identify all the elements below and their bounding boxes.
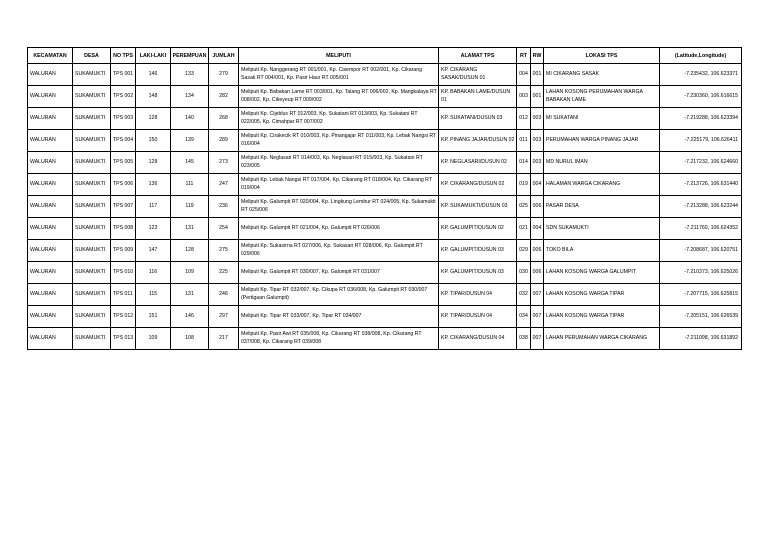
perempuan-cell: 128 bbox=[171, 240, 209, 262]
rw-cell: 006 bbox=[531, 240, 544, 262]
meliputi-cell: Meliputi Kp. Cirakecik RT 010/003, Kp. Pinangajar RT 011/003, Kp. Lebak Nangsi RT 016/004 bbox=[239, 130, 439, 152]
alamat-tps-cell: KP. GALUMPIT/DUSUN 03 bbox=[439, 262, 517, 284]
kecamatan-cell: WALURAN bbox=[28, 108, 73, 130]
table-row bbox=[28, 108, 742, 130]
alamat-tps-cell: KP. CIKARANG/DUSUN 04 bbox=[439, 328, 517, 350]
table-row bbox=[28, 262, 742, 284]
perempuan-cell: 109 bbox=[171, 262, 209, 284]
rt-cell: 021 bbox=[517, 218, 531, 240]
rt-cell: 012 bbox=[517, 108, 531, 130]
laki-laki-cell: 128 bbox=[136, 108, 171, 130]
header-kecamatan: KECAMATAN bbox=[28, 48, 73, 64]
perempuan-cell: 108 bbox=[171, 328, 209, 350]
meliputi-cell: Meliputi Kp. Galumpit RT 030/007, Kp. Galumpit RT 031/007 bbox=[239, 262, 439, 284]
lat-long-cell: -7.208687, 106.620751 bbox=[660, 240, 742, 262]
meliputi-cell: Meliputi Kp. Nanggerang RT 001/001, Kp. Cisempor RT 002/001, Kp. Cikarang Sasak RT 004/001, Kp. Pasir Haur RT 005/001 bbox=[239, 64, 439, 86]
lokasi-tps-cell: TOKO BILA bbox=[544, 240, 660, 262]
lokasi-tps-cell: LAHAN KOSONG WARGA GALUMPIT bbox=[544, 262, 660, 284]
lat-long-cell: -7.213726, 106.631440 bbox=[660, 174, 742, 196]
desa-cell: SUKAMUKTI bbox=[73, 218, 111, 240]
kecamatan-cell: WALURAN bbox=[28, 196, 73, 218]
table-row bbox=[28, 86, 742, 108]
table-row bbox=[28, 174, 742, 196]
rt-cell: 004 bbox=[517, 64, 531, 86]
lat-long-cell: -7.230360, 106.616615 bbox=[660, 86, 742, 108]
laki-laki-cell: 151 bbox=[136, 306, 171, 328]
table-row bbox=[28, 240, 742, 262]
alamat-tps-cell: KP. TIPAR/DUSUN 04 bbox=[439, 284, 517, 306]
alamat-tps-cell: KP. GALUMPIT/DUSUN 02 bbox=[439, 218, 517, 240]
no-tps-cell: TPS 010 bbox=[111, 262, 136, 284]
rt-cell: 029 bbox=[517, 240, 531, 262]
header-perempuan: PEREMPUAN bbox=[171, 48, 209, 64]
perempuan-cell: 146 bbox=[171, 306, 209, 328]
rw-cell: 006 bbox=[531, 262, 544, 284]
perempuan-cell: 131 bbox=[171, 218, 209, 240]
kecamatan-cell: WALURAN bbox=[28, 130, 73, 152]
perempuan-cell: 140 bbox=[171, 108, 209, 130]
table-row bbox=[28, 328, 742, 350]
rt-cell: 034 bbox=[517, 306, 531, 328]
alamat-tps-cell: KP. NEGLASARI/DUSUN 02 bbox=[439, 152, 517, 174]
lokasi-tps-cell: LAHAN KOSONG WARGA TIPAR bbox=[544, 284, 660, 306]
header-rw: RW bbox=[531, 48, 544, 64]
header-no-tps: NO TPS bbox=[111, 48, 136, 64]
header-jumlah: JUMLAH bbox=[209, 48, 239, 64]
rw-cell: 007 bbox=[531, 306, 544, 328]
alamat-tps-cell: KP. SUKAMUKTI/DUSUN 03 bbox=[439, 196, 517, 218]
kecamatan-cell: WALURAN bbox=[28, 152, 73, 174]
desa-cell: SUKAMUKTI bbox=[73, 284, 111, 306]
rw-cell: 003 bbox=[531, 130, 544, 152]
laki-laki-cell: 150 bbox=[136, 130, 171, 152]
perempuan-cell: 131 bbox=[171, 284, 209, 306]
rt-cell: 019 bbox=[517, 174, 531, 196]
perempuan-cell: 133 bbox=[171, 64, 209, 86]
tps-table bbox=[27, 47, 742, 350]
laki-laki-cell: 146 bbox=[136, 64, 171, 86]
table-row bbox=[28, 130, 742, 152]
jumlah-cell: 279 bbox=[209, 64, 239, 86]
no-tps-cell: TPS 009 bbox=[111, 240, 136, 262]
no-tps-cell: TPS 006 bbox=[111, 174, 136, 196]
desa-cell: SUKAMUKTI bbox=[73, 174, 111, 196]
lat-long-cell: -7.211760, 106.624352 bbox=[660, 218, 742, 240]
desa-cell: SUKAMUKTI bbox=[73, 152, 111, 174]
table-body bbox=[28, 64, 742, 350]
no-tps-cell: TPS 001 bbox=[111, 64, 136, 86]
lat-long-cell: -7.211098, 106.631892 bbox=[660, 328, 742, 350]
table-row bbox=[28, 196, 742, 218]
kecamatan-cell: WALURAN bbox=[28, 174, 73, 196]
header-lokasi-tps: LOKASI TPS bbox=[544, 48, 660, 64]
meliputi-cell: Meliputi Kp. Tipar RT 033/007, Kp. Tipar RT 034/007 bbox=[239, 306, 439, 328]
lokasi-tps-cell: MI SUKATANI bbox=[544, 108, 660, 130]
header-alamat-tps: ALAMAT TPS bbox=[439, 48, 517, 64]
perempuan-cell: 139 bbox=[171, 130, 209, 152]
no-tps-cell: TPS 008 bbox=[111, 218, 136, 240]
no-tps-cell: TPS 011 bbox=[111, 284, 136, 306]
lokasi-tps-cell: SDN SUKAMUKTI bbox=[544, 218, 660, 240]
header-rt: RT bbox=[517, 48, 531, 64]
alamat-tps-cell: KP. BABAKAN LAME/DUSUN 01 bbox=[439, 86, 517, 108]
kecamatan-cell: WALURAN bbox=[28, 86, 73, 108]
rt-cell: 014 bbox=[517, 152, 531, 174]
no-tps-cell: TPS 002 bbox=[111, 86, 136, 108]
desa-cell: SUKAMUKTI bbox=[73, 64, 111, 86]
desa-cell: SUKAMUKTI bbox=[73, 306, 111, 328]
meliputi-cell: Meliputi Kp. Lebak Nangsi RT 017/004, Kp. Cikarang RT 018/004, Kp. Cikarang RT 019/004 bbox=[239, 174, 439, 196]
jumlah-cell: 217 bbox=[209, 328, 239, 350]
laki-laki-cell: 117 bbox=[136, 196, 171, 218]
desa-cell: SUKAMUKTI bbox=[73, 240, 111, 262]
perempuan-cell: 134 bbox=[171, 86, 209, 108]
table-row bbox=[28, 218, 742, 240]
header-desa: DESA bbox=[73, 48, 111, 64]
table-header-row bbox=[28, 48, 742, 64]
laki-laki-cell: 128 bbox=[136, 152, 171, 174]
meliputi-cell: Meliputi Kp. Tipar RT 032/007, Kp. Cikupa RT 036/008, Kp. Galumpit RT 030/007 (Pertigaan Galumpit) bbox=[239, 284, 439, 306]
jumlah-cell: 289 bbox=[209, 130, 239, 152]
lat-long-cell: -7.207715, 106.625815 bbox=[660, 284, 742, 306]
alamat-tps-cell: KP. PINANG JAJAR/DUSUN 02 bbox=[439, 130, 517, 152]
rw-cell: 001 bbox=[531, 64, 544, 86]
laki-laki-cell: 109 bbox=[136, 328, 171, 350]
jumlah-cell: 246 bbox=[209, 284, 239, 306]
meliputi-cell: Meliputi Kp. Galumpit RT 021/004, Kp. Galumpit RT 026/006 bbox=[239, 218, 439, 240]
desa-cell: SUKAMUKTI bbox=[73, 262, 111, 284]
jumlah-cell: 225 bbox=[209, 262, 239, 284]
desa-cell: SUKAMUKTI bbox=[73, 130, 111, 152]
desa-cell: SUKAMUKTI bbox=[73, 196, 111, 218]
kecamatan-cell: WALURAN bbox=[28, 262, 73, 284]
meliputi-cell: Meliputi Kp. Sukasirna RT 027/006, Kp. Sukasari RT 028/006, Kp. Galumpit RT 029/006 bbox=[239, 240, 439, 262]
laki-laki-cell: 123 bbox=[136, 218, 171, 240]
meliputi-cell: Meliputi Kp. Neglasari RT 014/003, Kp. Neglasari RT 015/003, Kp. Sukatani RT 023/005 bbox=[239, 152, 439, 174]
kecamatan-cell: WALURAN bbox=[28, 64, 73, 86]
rw-cell: 004 bbox=[531, 218, 544, 240]
perempuan-cell: 119 bbox=[171, 196, 209, 218]
lat-long-cell: -7.235432, 106.623371 bbox=[660, 64, 742, 86]
rw-cell: 004 bbox=[531, 174, 544, 196]
no-tps-cell: TPS 013 bbox=[111, 328, 136, 350]
rw-cell: 006 bbox=[531, 196, 544, 218]
lokasi-tps-cell: MI CIKARANG SASAK bbox=[544, 64, 660, 86]
lat-long-cell: -7.205151, 106.626539 bbox=[660, 306, 742, 328]
jumlah-cell: 236 bbox=[209, 196, 239, 218]
alamat-tps-cell: KP. CIKARANG/DUSUN 02 bbox=[439, 174, 517, 196]
rw-cell: 001 bbox=[531, 86, 544, 108]
perempuan-cell: 111 bbox=[171, 174, 209, 196]
lokasi-tps-cell: PERUMAHAN WARGA PINANG JAJAR bbox=[544, 130, 660, 152]
kecamatan-cell: WALURAN bbox=[28, 328, 73, 350]
rw-cell: 007 bbox=[531, 284, 544, 306]
header-meliputi: MELIPUTI bbox=[239, 48, 439, 64]
jumlah-cell: 254 bbox=[209, 218, 239, 240]
table-row bbox=[28, 284, 742, 306]
jumlah-cell: 275 bbox=[209, 240, 239, 262]
meliputi-cell: Meliputi Kp. Galumpit RT 020/004, Kp. Lingkung Lembur RT 024/005, Kp. Sukamukti RT 025/006 bbox=[239, 196, 439, 218]
jumlah-cell: 247 bbox=[209, 174, 239, 196]
laki-laki-cell: 115 bbox=[136, 284, 171, 306]
lokasi-tps-cell: LAHAN KOSONG WARGA TIPAR bbox=[544, 306, 660, 328]
rt-cell: 032 bbox=[517, 284, 531, 306]
rt-cell: 025 bbox=[517, 196, 531, 218]
kecamatan-cell: WALURAN bbox=[28, 240, 73, 262]
lat-long-cell: -7.225179, 106.626411 bbox=[660, 130, 742, 152]
lat-long-cell: -7.219288, 106.623394 bbox=[660, 108, 742, 130]
laki-laki-cell: 116 bbox=[136, 262, 171, 284]
jumlah-cell: 282 bbox=[209, 86, 239, 108]
lat-long-cell: -7.210373, 106.625026 bbox=[660, 262, 742, 284]
jumlah-cell: 273 bbox=[209, 152, 239, 174]
jumlah-cell: 297 bbox=[209, 306, 239, 328]
kecamatan-cell: WALURAN bbox=[28, 306, 73, 328]
table-row bbox=[28, 306, 742, 328]
no-tps-cell: TPS 007 bbox=[111, 196, 136, 218]
no-tps-cell: TPS 003 bbox=[111, 108, 136, 130]
lokasi-tps-cell: LAHAN KOSONG PERUMAHAN WARGA BABAKAN LAME bbox=[544, 86, 660, 108]
meliputi-cell: Meliputi Kp. Pasir Awi RT 035/008, Kp. Cikarang RT 038/008, Kp. Cikarang RT 037/008, Kp. Cikarang RT 039/008 bbox=[239, 328, 439, 350]
lat-long-cell: -7.213288, 106.623244 bbox=[660, 196, 742, 218]
jumlah-cell: 268 bbox=[209, 108, 239, 130]
lokasi-tps-cell: MD NURUL IMAN bbox=[544, 152, 660, 174]
perempuan-cell: 145 bbox=[171, 152, 209, 174]
lokasi-tps-cell: PASAR DESA bbox=[544, 196, 660, 218]
laki-laki-cell: 148 bbox=[136, 86, 171, 108]
rt-cell: 038 bbox=[517, 328, 531, 350]
rt-cell: 003 bbox=[517, 86, 531, 108]
no-tps-cell: TPS 005 bbox=[111, 152, 136, 174]
desa-cell: SUKAMUKTI bbox=[73, 108, 111, 130]
rw-cell: 007 bbox=[531, 328, 544, 350]
rt-cell: 011 bbox=[517, 130, 531, 152]
alamat-tps-cell: KP. TIPAR/DUSUN 04 bbox=[439, 306, 517, 328]
lokasi-tps-cell: HALAMAN WARGA CIKARANG bbox=[544, 174, 660, 196]
alamat-tps-cell: KP. SUKATANI/DUSUN 03 bbox=[439, 108, 517, 130]
header-lat-long: (Latitude,Longitude) bbox=[660, 48, 742, 64]
rw-cell: 003 bbox=[531, 108, 544, 130]
rw-cell: 003 bbox=[531, 152, 544, 174]
rt-cell: 030 bbox=[517, 262, 531, 284]
desa-cell: SUKAMUKTI bbox=[73, 328, 111, 350]
desa-cell: SUKAMUKTI bbox=[73, 86, 111, 108]
lokasi-tps-cell: LAHAN PERUMAHAN WARGA CIKARANG bbox=[544, 328, 660, 350]
alamat-tps-cell: KP. CIKARANG SASAK/DUSUN 01 bbox=[439, 64, 517, 86]
no-tps-cell: TPS 012 bbox=[111, 306, 136, 328]
meliputi-cell: Meliputi Kp. Babakan Lame RT 003/001, Kp. Talang RT 006/002, Kp. Mangkalaya RT 008/002, Kp. Cikeyeup RT 009/002 bbox=[239, 86, 439, 108]
kecamatan-cell: WALURAN bbox=[28, 284, 73, 306]
laki-laki-cell: 136 bbox=[136, 174, 171, 196]
no-tps-cell: TPS 004 bbox=[111, 130, 136, 152]
table-row bbox=[28, 64, 742, 86]
kecamatan-cell: WALURAN bbox=[28, 218, 73, 240]
laki-laki-cell: 147 bbox=[136, 240, 171, 262]
alamat-tps-cell: KP. GALUMPIT/DUSUN 03 bbox=[439, 240, 517, 262]
header-laki-laki: LAKI-LAKI bbox=[136, 48, 171, 64]
meliputi-cell: Meliputi Kp. Cijeblus RT 012/003, Kp. Sukatani RT 013/003, Kp. Sukatani RT 022/005, Kp. Cimahpar RT 007/002 bbox=[239, 108, 439, 130]
table-row bbox=[28, 152, 742, 174]
lat-long-cell: -7.217232, 106.624660 bbox=[660, 152, 742, 174]
